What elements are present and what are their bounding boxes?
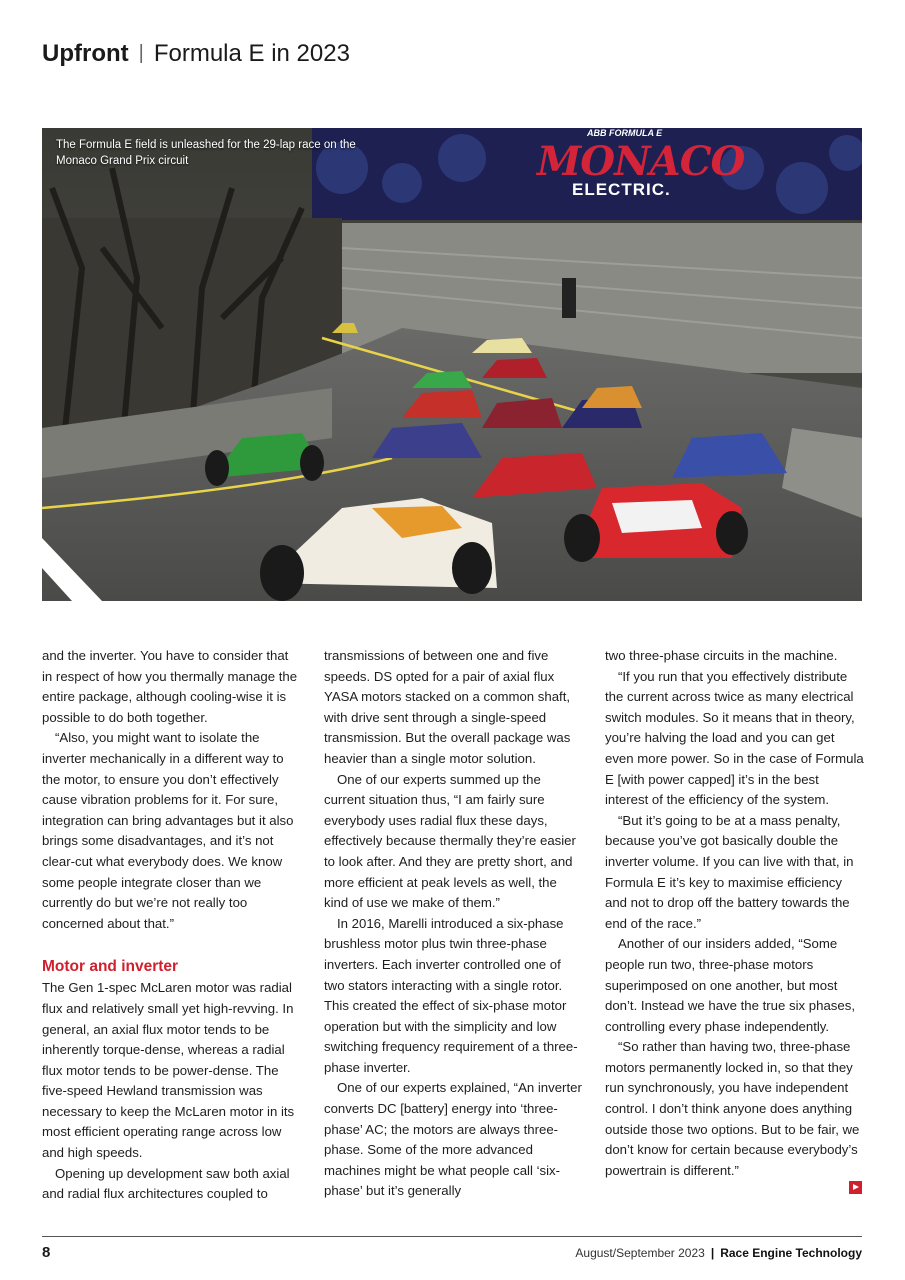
topic-label: Formula E in 2023	[153, 40, 350, 67]
paragraph: and the inverter. You have to consider that in respect of how you thermally manage the entire package, although cooling-wise it is possible to do both together.	[42, 648, 298, 725]
paragraph: One of our experts explained, “An inverter converts DC [battery] energy into ‘three-phase’ AC; the motors are always three-phase. Some of the more advanced machines might be what people call ‘six-phase’ but it’s generally	[324, 1080, 582, 1199]
magazine-name: Race Engine Technology	[720, 1246, 862, 1260]
paragraph: transmissions of between one and five speeds. DS opted for a pair of axial flux YASA motors stacked on a common shaft, with drive sent through a single-speed transmission. But the overall package was heavier than a single motor solution.	[324, 648, 571, 766]
page-number: 8	[42, 1244, 51, 1261]
section-label: Upfront	[42, 40, 129, 67]
paragraph: “If you run that you effectively distribute the current across twice as many electrical switch modules. So it means that in theory, you’re halving the load and you can get even more power. So in the case of Formula E [with power capped] it’s in the best interest of the efficiency of the system.	[605, 668, 864, 808]
header-separator: |	[138, 42, 144, 64]
article-column-3	[605, 646, 865, 1181]
paragraph: Opening up development saw both axial and radial flux architectures coupled to	[42, 1165, 290, 1202]
paragraph: “But it’s going to be at a mass penalty, because you’ve got basically double the inverter volume. If you can live with that, in Formula E it’s key to maximise efficiency and not to drop off the battery towards the end of the race.”	[605, 812, 854, 931]
banner-title: MONACO	[537, 138, 745, 185]
end-of-article-icon	[849, 1181, 862, 1194]
photo-caption: The Formula E field is unleashed for the 29-lap race on the Monaco Grand Prix circuit	[56, 139, 356, 167]
issue-date: August/September 2023	[575, 1246, 705, 1260]
paragraph: Another of our insiders added, “Some people run two, three-phase motors superimposed on one another, but most don’t. Instead we have the true six phases, controlling every phase independently.	[605, 936, 855, 1034]
banner-subtitle: ELECTRIC.	[572, 180, 671, 199]
paragraph: two three-phase circuits in the machine.	[605, 648, 838, 663]
paragraph: “Also, you might want to isolate the inverter mechanically in a different way to the motor, to ensure you don’t effectively cause vibration problems for it. For sure, integration can bring advantages but it also brings some disadvantages, and it’s not clear-cut what everybody does. We know some people integrate closer than we currently do but we’re not really too concerned about that.”	[42, 730, 294, 931]
race-scene-illustration	[42, 128, 862, 601]
paragraph: “So rather than having two, three-phase motors permanently locked in, so that they run synchronously, you have independent control. I don’t think anyone does anything outside those two options. But to be fair, we don’t know for certain because everybody’s powertrain is different.”	[605, 1039, 860, 1178]
race-photo	[42, 128, 862, 601]
article-column-1	[42, 646, 302, 1205]
subheading-motor-and-inverter: Motor and inverter	[42, 958, 179, 976]
paragraph: The Gen 1-spec McLaren motor was radial flux and relatively small yet high-revving. In general, an axial flux motor tends to be inherently torque-dense, whereas a radial flux motor tends to be power-dense. The five-speed Hewland transmission was necessary to keep the McLaren motor in its most efficient operating range across low and high speeds.	[42, 980, 295, 1161]
footer-divider	[42, 1236, 862, 1237]
article-column-2	[324, 646, 584, 1202]
page-header	[42, 40, 350, 68]
paragraph: In 2016, Marelli introduced a six-phase brushless motor plus twin three-phase inverters. Each inverter controlled one of two stators interacting with a single rotor. This created the effect of six-phase motor operation but with the simplicity and low switching frequency requirement of a three-phase inverter.	[324, 915, 578, 1075]
footer-issue-info	[575, 1246, 862, 1260]
banner-series: ABB FORMULA E	[587, 128, 663, 138]
footer-separator: |	[710, 1246, 715, 1260]
paragraph: One of our experts summed up the current situation thus, “I am fairly sure everybody uses radial flux these days, effectively because thermally they’re easier to look after. And they are pretty short, and more efficient at peak levels as well, the kind of use we make of them.”	[324, 771, 576, 911]
